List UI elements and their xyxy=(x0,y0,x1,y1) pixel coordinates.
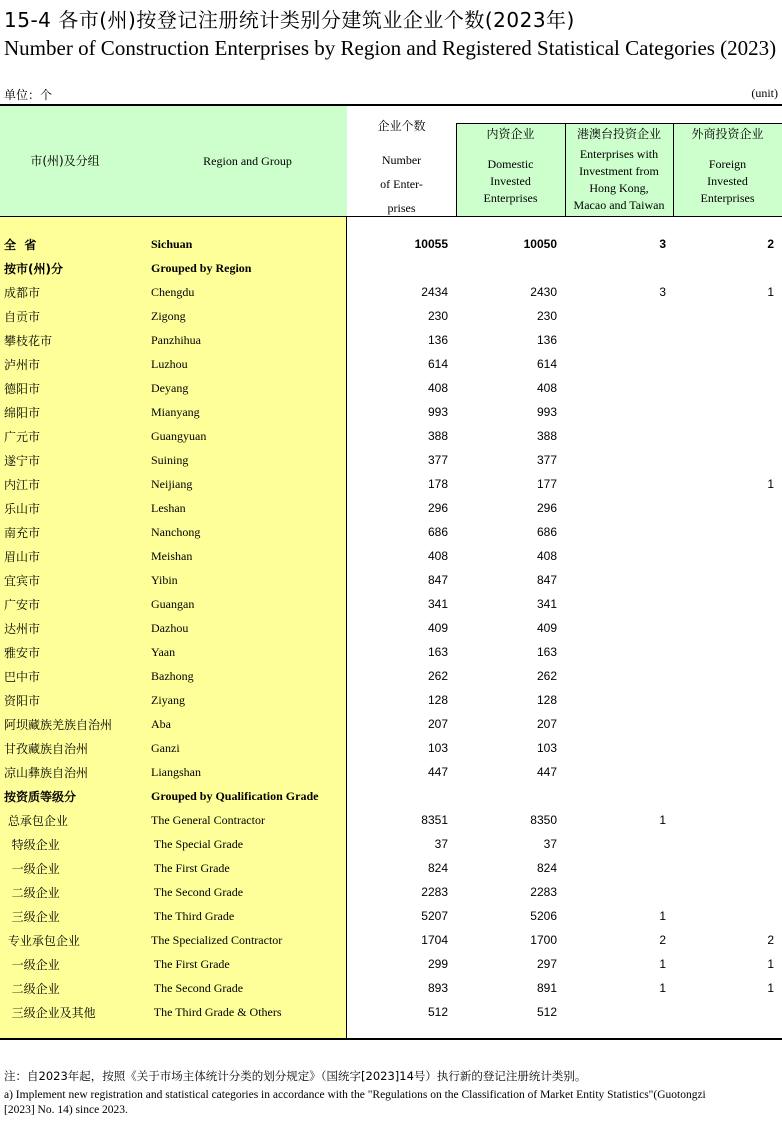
cell-domestic: 388 xyxy=(536,429,557,443)
row-label-cn: 德阳市 xyxy=(4,382,41,396)
row-label-cn: 宜宾市 xyxy=(4,574,41,588)
table-row xyxy=(0,472,782,496)
row-label-en: The Second Grade xyxy=(151,885,244,899)
row-label-en: Yibin xyxy=(151,573,178,587)
header-total-cn: 企业个数 xyxy=(377,119,426,133)
row-label-cn: 雅安市 xyxy=(4,646,41,660)
cell-domestic: 2430 xyxy=(530,285,557,299)
table-row xyxy=(0,328,782,352)
cell-foreign: 2 xyxy=(767,933,774,947)
row-label-en: Panzhihua xyxy=(151,333,201,347)
row-label-cn: 巴中市 xyxy=(4,670,41,684)
header-region-cn: 市(州)及分组 xyxy=(30,154,100,168)
row-label-cn: 成都市 xyxy=(4,286,41,300)
table-row xyxy=(0,256,782,280)
cell-total: 299 xyxy=(427,957,448,971)
row-label-cn: 乐山市 xyxy=(4,502,41,516)
cell-total: 10055 xyxy=(414,237,448,251)
row-label-cn: 专业承包企业 xyxy=(4,934,80,948)
row-label-en: The Third Grade xyxy=(151,909,235,923)
cell-total: 2283 xyxy=(421,885,448,899)
row-label-en: Ganzi xyxy=(151,741,180,755)
table-row xyxy=(0,232,782,256)
cell-domestic: 2283 xyxy=(530,885,557,899)
row-label-en: Grouped by Qualification Grade xyxy=(151,789,319,803)
row-label-cn: 内江市 xyxy=(4,478,41,492)
unit-label-en: (unit) xyxy=(751,86,778,100)
header-region-en: Region and Group xyxy=(203,154,292,168)
row-label-cn: 三级企业及其他 xyxy=(4,1006,96,1020)
cell-total: 847 xyxy=(427,573,448,587)
cell-hkmt: 3 xyxy=(659,285,666,299)
header-hkmt-en-line1: Enterprises with xyxy=(579,147,659,161)
cell-total: 2434 xyxy=(421,285,448,299)
table-row xyxy=(0,280,782,304)
page-title-en: Number of Construction Enterprises by Region and Registered Statistical Categories (2023) xyxy=(4,36,777,60)
cell-domestic: 8350 xyxy=(530,813,557,827)
table-row xyxy=(0,304,782,328)
cell-hkmt: 3 xyxy=(659,237,666,251)
cell-total: 136 xyxy=(427,333,448,347)
cell-foreign: 1 xyxy=(767,981,774,995)
cell-domestic: 512 xyxy=(536,1005,557,1019)
cell-domestic: 847 xyxy=(536,573,557,587)
table-row xyxy=(0,400,782,424)
cell-total: 103 xyxy=(427,741,448,755)
row-label-cn: 阿坝藏族羌族自治州 xyxy=(4,718,113,732)
row-label-cn: 一级企业 xyxy=(4,958,60,972)
cell-domestic: 262 xyxy=(536,669,557,683)
cell-domestic: 377 xyxy=(536,453,557,467)
row-label-cn: 二级企业 xyxy=(4,886,60,900)
cell-total: 8351 xyxy=(421,813,448,827)
cell-total: 128 xyxy=(427,693,448,707)
row-label-cn: 凉山彝族自治州 xyxy=(4,766,89,780)
cell-foreign: 1 xyxy=(767,285,774,299)
header-total-en-line2: of Enter- xyxy=(380,177,423,191)
cell-total: 5207 xyxy=(421,909,448,923)
cell-foreign: 1 xyxy=(767,957,774,971)
cell-domestic: 230 xyxy=(536,309,557,323)
cell-total: 163 xyxy=(427,645,448,659)
footnote-en: a) Implement new registration and statistical categories in accordance with the "Regulations on the Classification of Market Entity Statistics"(Guotongzi [2023] No. 14) since 2023. xyxy=(4,1089,706,1116)
table-row xyxy=(0,568,782,592)
cell-total: 178 xyxy=(427,477,448,491)
row-label-cn: 广安市 xyxy=(4,598,41,612)
table-row xyxy=(0,736,782,760)
cell-total: 377 xyxy=(427,453,448,467)
table-row xyxy=(0,496,782,520)
row-label-en: Deyang xyxy=(151,381,189,395)
cell-total: 409 xyxy=(427,621,448,635)
header-hkmt-en-line4: Macao and Taiwan xyxy=(573,198,665,212)
cell-domestic: 993 xyxy=(536,405,557,419)
cell-hkmt: 1 xyxy=(659,813,666,827)
row-label-cn: 攀枝花市 xyxy=(4,334,53,348)
cell-total: 686 xyxy=(427,525,448,539)
cell-total: 1704 xyxy=(421,933,448,947)
row-label-en: The Specialized Contractor xyxy=(151,933,283,947)
row-label-en: Mianyang xyxy=(151,405,200,419)
row-label-cn: 自贡市 xyxy=(4,310,41,324)
table-row xyxy=(0,376,782,400)
row-label-en: Grouped by Region xyxy=(151,261,252,275)
row-label-en: Meishan xyxy=(151,549,193,563)
row-label-en: Ziyang xyxy=(151,693,185,707)
cell-domestic: 447 xyxy=(536,765,557,779)
cell-foreign: 2 xyxy=(767,237,774,251)
cell-domestic: 163 xyxy=(536,645,557,659)
row-label-en: Liangshan xyxy=(151,765,201,779)
row-label-en: Guangyuan xyxy=(151,429,207,443)
row-label-en: Suining xyxy=(151,453,189,467)
cell-domestic: 1700 xyxy=(530,933,557,947)
cell-domestic: 296 xyxy=(536,501,557,515)
cell-total: 993 xyxy=(427,405,448,419)
header-domestic-en xyxy=(456,156,565,207)
cell-total: 207 xyxy=(427,717,448,731)
table-row xyxy=(0,880,782,904)
table-row xyxy=(0,976,782,1000)
table-row xyxy=(0,664,782,688)
row-label-cn: 达州市 xyxy=(4,622,41,636)
cell-total: 512 xyxy=(427,1005,448,1019)
row-label-en: Nanchong xyxy=(151,525,201,539)
row-label-cn: 按资质等级分 xyxy=(4,790,77,804)
header-domestic-en-line2: Invested xyxy=(490,174,531,188)
cell-total: 408 xyxy=(427,549,448,563)
row-label-en: The First Grade xyxy=(151,957,230,971)
table-row xyxy=(0,352,782,376)
table-row xyxy=(0,784,782,808)
unit-label-cn: 单位：个 xyxy=(4,88,53,102)
row-label-cn: 南充市 xyxy=(4,526,41,540)
cell-domestic: 824 xyxy=(536,861,557,875)
table-row xyxy=(0,544,782,568)
row-label-cn: 泸州市 xyxy=(4,358,41,372)
row-label-cn: 按市(州)分 xyxy=(4,262,63,276)
cell-domestic: 103 xyxy=(536,741,557,755)
cell-domestic: 409 xyxy=(536,621,557,635)
table-row xyxy=(0,688,782,712)
header-subline xyxy=(456,123,782,124)
row-label-en: The Second Grade xyxy=(151,981,244,995)
cell-total: 614 xyxy=(427,357,448,371)
cell-domestic: 408 xyxy=(536,549,557,563)
cell-total: 824 xyxy=(427,861,448,875)
row-label-en: Leshan xyxy=(151,501,186,515)
row-label-en: Dazhou xyxy=(151,621,189,635)
table-row xyxy=(0,424,782,448)
table-row xyxy=(0,616,782,640)
header-domestic-cn: 内资企业 xyxy=(486,127,535,141)
cell-hkmt: 1 xyxy=(659,957,666,971)
table-row xyxy=(0,592,782,616)
cell-total: 341 xyxy=(427,597,448,611)
cell-total: 262 xyxy=(427,669,448,683)
row-label-en: Bazhong xyxy=(151,669,194,683)
table-row xyxy=(0,712,782,736)
header-domestic-en-line1: Domestic xyxy=(487,157,534,171)
row-label-cn: 遂宁市 xyxy=(4,454,41,468)
row-label-en: Chengdu xyxy=(151,285,195,299)
table-row xyxy=(0,760,782,784)
row-label-en: The First Grade xyxy=(151,861,230,875)
row-label-cn: 三级企业 xyxy=(4,910,60,924)
row-label-en: Neijiang xyxy=(151,477,193,491)
header-total-en xyxy=(354,148,449,220)
row-label-cn: 甘孜藏族自治州 xyxy=(4,742,89,756)
header-foreign-cn: 外商投资企业 xyxy=(691,127,764,141)
cell-total: 447 xyxy=(427,765,448,779)
table-row xyxy=(0,448,782,472)
row-label-en: Aba xyxy=(151,717,171,731)
row-label-cn: 全 省 xyxy=(4,238,37,252)
table-row xyxy=(0,856,782,880)
row-label-cn: 总承包企业 xyxy=(4,814,68,828)
cell-hkmt: 2 xyxy=(659,933,666,947)
cell-total: 230 xyxy=(427,309,448,323)
cell-domestic: 128 xyxy=(536,693,557,707)
header-hkmt-en xyxy=(565,146,673,214)
row-label-en: The Third Grade & Others xyxy=(151,1005,282,1019)
row-label-en: Guangan xyxy=(151,597,195,611)
table-row xyxy=(0,928,782,952)
row-label-cn: 绵阳市 xyxy=(4,406,41,420)
table-row xyxy=(0,520,782,544)
table-row xyxy=(0,1000,782,1024)
cell-domestic: 207 xyxy=(536,717,557,731)
cell-total: 37 xyxy=(434,837,448,851)
row-label-cn: 资阳市 xyxy=(4,694,41,708)
header-domestic-en-line3: Enterprises xyxy=(483,191,538,205)
header-total-en-line1: Number xyxy=(381,153,422,167)
header-hkmt-cn: 港澳台投资企业 xyxy=(576,127,661,141)
cell-domestic: 341 xyxy=(536,597,557,611)
row-label-cn: 眉山市 xyxy=(4,550,41,564)
table-row xyxy=(0,904,782,928)
row-label-en: The General Contractor xyxy=(151,813,265,827)
page-title-cn: 15-4 各市(州)按登记注册统计类别分建筑业企业个数(2023年) xyxy=(4,8,575,32)
header-foreign-en-line1: Foreign xyxy=(708,157,747,171)
cell-domestic: 614 xyxy=(536,357,557,371)
cell-total: 296 xyxy=(427,501,448,515)
cell-domestic: 408 xyxy=(536,381,557,395)
cell-domestic: 891 xyxy=(536,981,557,995)
row-label-en: Yaan xyxy=(151,645,176,659)
cell-total: 388 xyxy=(427,429,448,443)
cell-total: 893 xyxy=(427,981,448,995)
row-label-cn: 广元市 xyxy=(4,430,41,444)
footnote-cn: 注：自2023年起，按照《关于市场主体统计分类的划分规定》（国统字[2023]14号）执行新的登记注册统计类别。 xyxy=(4,1069,587,1083)
table-row xyxy=(0,640,782,664)
header-hkmt-en-line3: Hong Kong, xyxy=(589,181,649,195)
cell-total: 408 xyxy=(427,381,448,395)
row-label-en: The Special Grade xyxy=(151,837,244,851)
header-foreign-en-line2: Invested xyxy=(707,174,748,188)
table-row xyxy=(0,832,782,856)
header-foreign-en-line3: Enterprises xyxy=(700,191,755,205)
data-table xyxy=(0,104,782,1040)
header-hkmt-en-line2: Investment from xyxy=(579,164,659,178)
cell-domestic: 686 xyxy=(536,525,557,539)
row-label-en: Zigong xyxy=(151,309,186,323)
cell-domestic: 297 xyxy=(536,957,557,971)
cell-domestic: 177 xyxy=(536,477,557,491)
table-row xyxy=(0,808,782,832)
cell-domestic: 5206 xyxy=(530,909,557,923)
cell-foreign: 1 xyxy=(767,477,774,491)
header-foreign-en xyxy=(673,156,782,207)
table-row xyxy=(0,952,782,976)
row-label-cn: 二级企业 xyxy=(4,982,60,996)
cell-hkmt: 1 xyxy=(659,981,666,995)
cell-hkmt: 1 xyxy=(659,909,666,923)
cell-domestic: 136 xyxy=(536,333,557,347)
row-label-en: Luzhou xyxy=(151,357,188,371)
cell-domestic: 37 xyxy=(543,837,557,851)
row-label-cn: 特级企业 xyxy=(4,838,60,852)
row-label-cn: 一级企业 xyxy=(4,862,60,876)
header-total-en-line3: prises xyxy=(387,201,416,215)
row-label-en: Sichuan xyxy=(151,237,193,251)
cell-domestic: 10050 xyxy=(523,237,557,251)
